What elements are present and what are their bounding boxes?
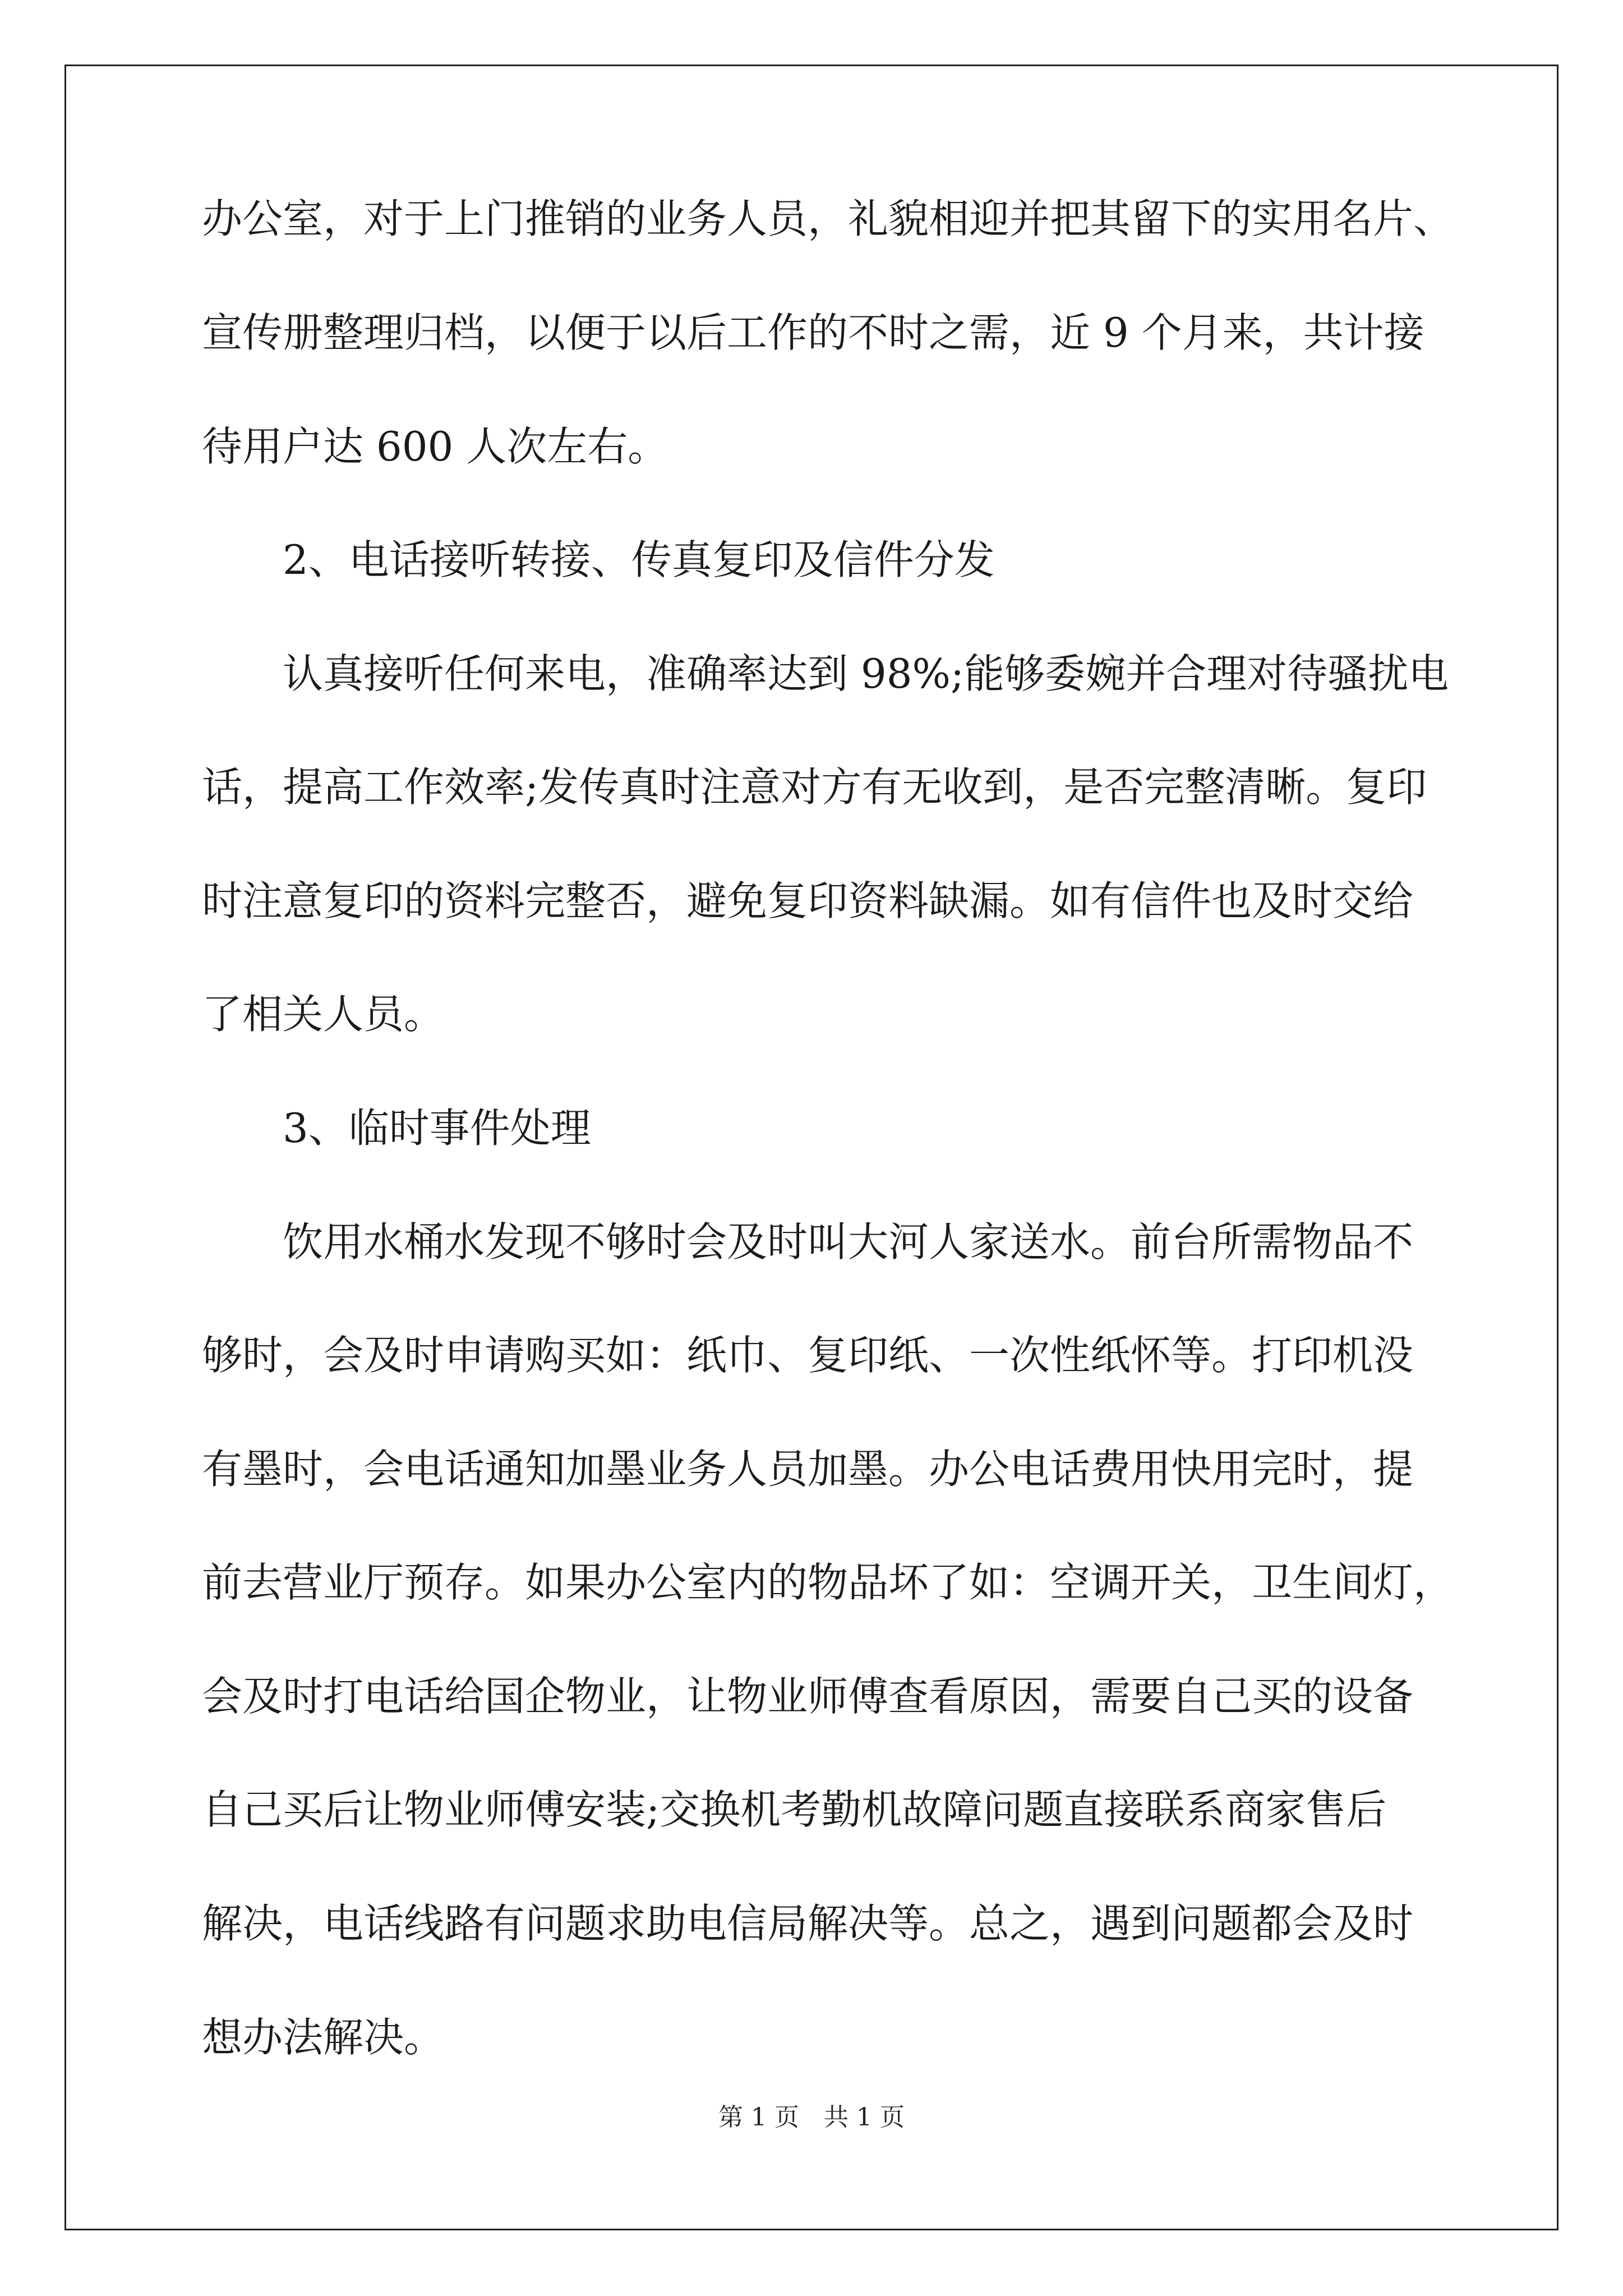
text-line: 想办法解决。: [202, 2014, 445, 2061]
text-line: 饮用水桶水发现不够时会及时叫大河人家送水。前台所需物品不: [202, 1218, 1414, 1266]
text-line: 前去营业厅预存。如果办公室内的物品坏了如：空调开关，卫生间灯，: [202, 1559, 1454, 1606]
text-line: 有墨时，会电话通知加墨业务人员加墨。办公电话费用快用完时，提: [202, 1446, 1414, 1493]
text-line: 认真接听任何来电，准确率达到 98%;能够委婉并合理对待骚扰电: [202, 650, 1449, 697]
section-heading: 3、临时事件处理: [202, 1105, 591, 1152]
text-line: 会及时打电话给国企物业，让物业师傅查看原因，需要自己买的设备: [202, 1673, 1414, 1720]
text-line: 了相关人员。: [202, 991, 445, 1038]
page-number: 第 1 页 共 1 页: [718, 2103, 905, 2132]
text-line: 时注意复印的资料完整否，避免复印资料缺漏。如有信件也及时交给: [202, 877, 1414, 924]
text-line: 自己买后让物业师傅安装;交换机考勤机故障问题直接联系商家售后: [202, 1786, 1387, 1833]
text-line: 宣传册整理归档，以便于以后工作的不时之需，近 9 个月来，共计接: [202, 309, 1424, 356]
text-line: 话，提高工作效率;发传真时注意对方有无收到，是否完整清晰。复印: [202, 763, 1427, 811]
text-line: 办公室，对于上门推销的业务人员，礼貌相迎并把其留下的实用名片、: [202, 195, 1454, 242]
text-line: 待用户达 600 人次左右。: [202, 423, 668, 470]
text-line: 解决，电话线路有问题求助电信局解决等。总之，遇到问题都会及时: [202, 1900, 1414, 1947]
text-line: 够时，会及时申请购买如：纸巾、复印纸、一次性纸怀等。打印机没: [202, 1332, 1414, 1379]
section-heading: 2、电话接听转接、传真复印及信件分发: [202, 536, 995, 583]
